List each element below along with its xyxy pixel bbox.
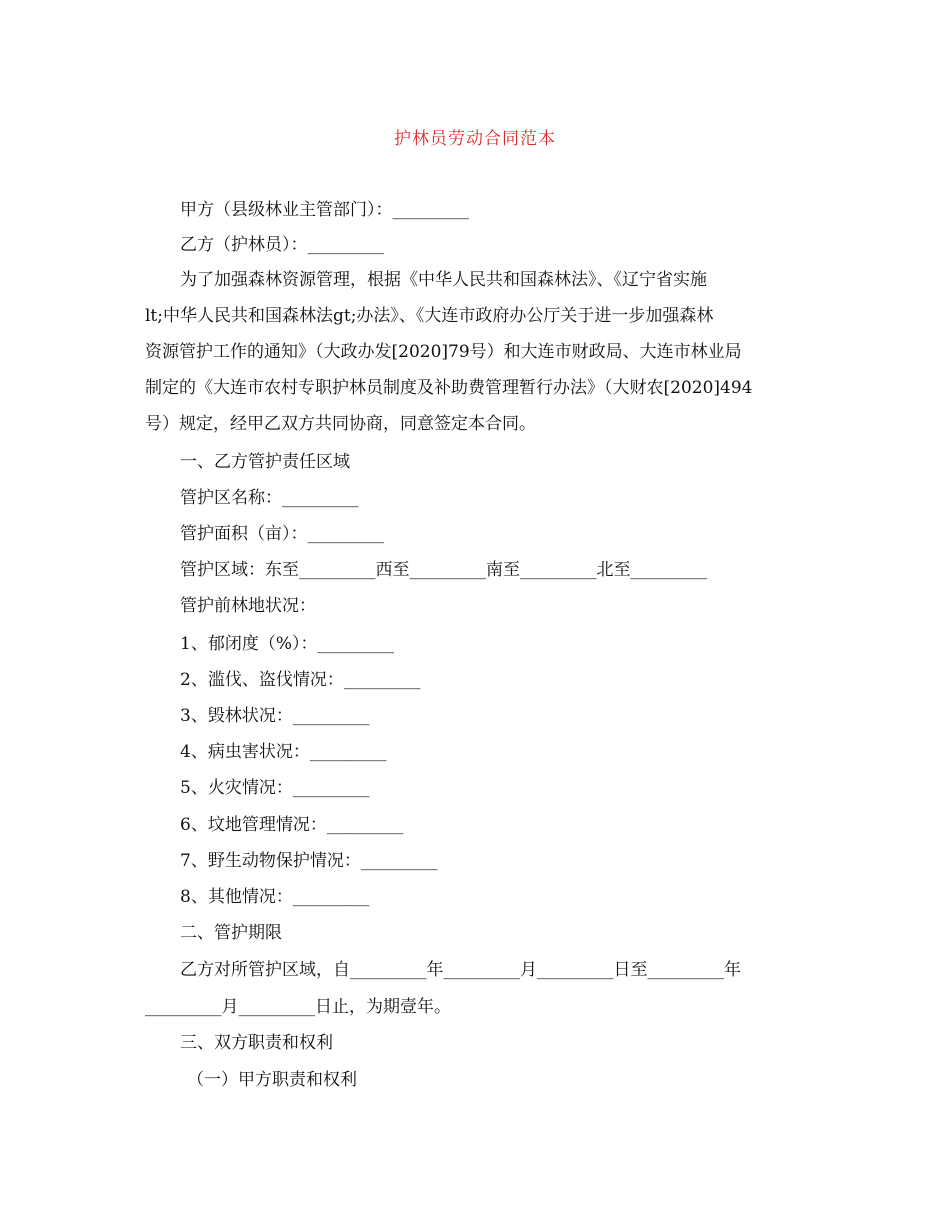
status-item-5: 5、火灾情况：_________ (180, 778, 370, 798)
status-item-1: 1、郁闭度（%）：_________ (180, 634, 394, 654)
forest-status-heading: 管护前林地状况： (180, 596, 316, 616)
preamble-line-4: 制定的《大连市农村专职护林员制度及补助费管理暂行办法》（大财农[2020]494 (145, 378, 753, 398)
preamble-line-2: lt;中华人民共和国森林法gt;办法》、《大连市政府办公厅关于进一步加强森林 (145, 306, 714, 326)
section-3-heading: 三、双方职责和权利 (180, 1033, 333, 1053)
status-item-2: 2、滥伐、盗伐情况：_________ (180, 670, 421, 690)
status-item-8: 8、其他情况：_________ (180, 887, 370, 907)
period-line-1: 乙方对所管护区域，自_________年_________月_________日至_________年 (180, 960, 741, 980)
party-a-line: 甲方（县级林业主管部门）：_________ (180, 200, 469, 220)
area-size-line: 管护面积（亩）：_________ (180, 524, 384, 544)
area-name-line: 管护区名称：_________ (180, 488, 359, 508)
section-1-heading: 一、乙方管护责任区域 (180, 452, 350, 472)
status-item-3: 3、毁林状况：_________ (180, 706, 370, 726)
subsection-a-heading: （一）甲方职责和权利 (187, 1070, 357, 1090)
period-line-2: _________月_________日止，为期壹年。 (145, 997, 451, 1017)
section-2-heading: 二、管护期限 (180, 923, 282, 943)
preamble-line-1: 为了加强森林资源管理，根据《中华人民共和国森林法》、《辽宁省实施 (180, 270, 707, 290)
area-boundary-line: 管护区域：东至_________西至_________南至_________北至_________ (180, 560, 707, 580)
status-item-4: 4、病虫害状况：_________ (180, 742, 387, 762)
status-item-6: 6、坟地管理情况：_________ (180, 815, 404, 835)
preamble-line-3: 资源管护工作的通知》（大政办发[2020]79号）和大连市财政局、大连市林业局 (145, 342, 742, 362)
status-item-7: 7、野生动物保护情况：_________ (180, 851, 438, 871)
party-b-line: 乙方（护林员）：_________ (180, 235, 384, 255)
document-title: 护林员劳动合同范本 (394, 129, 556, 149)
preamble-line-5: 号）规定，经甲乙双方共同协商，同意签定本合同。 (145, 414, 536, 434)
